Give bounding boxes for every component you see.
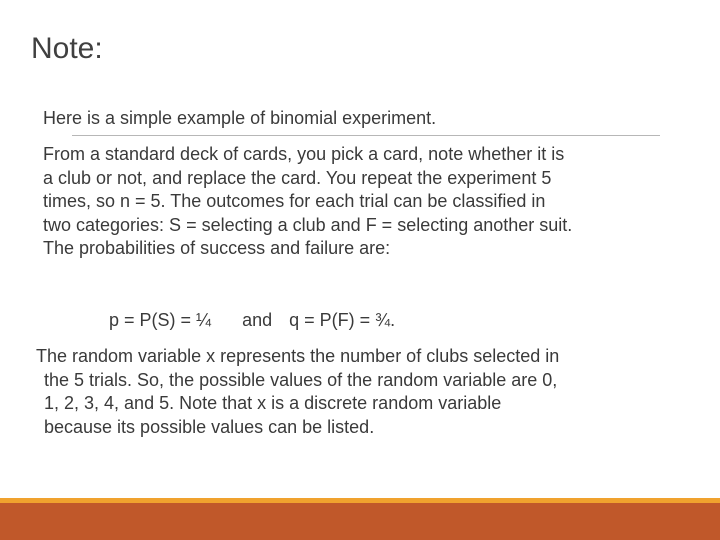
paragraph-random-variable [36, 345, 559, 439]
paragraph-line: the 5 trials. So, the possible values of the random variable are 0, [44, 369, 558, 390]
paragraph-line: times, so n = 5. The outcomes for each trial can be classified in [43, 191, 546, 211]
paragraph-line: 1, 2, 3, 4, and 5. Note that x is a discrete random variable [44, 393, 502, 413]
paragraph-binomial-example [43, 143, 572, 261]
paragraph-line: because its possible values can be listed. [44, 416, 375, 437]
divider-line [72, 135, 660, 136]
formula-conjunction: and [242, 310, 273, 330]
intro-text: Here is a simple example of binomial experiment. [43, 108, 437, 128]
paragraph-line: The probabilities of success and failure are: [43, 238, 391, 258]
paragraph-line: two categories: S = selecting a club and F = selecting another suit. [43, 214, 573, 235]
success-probability: p = P(S) = ¼ [109, 310, 212, 330]
paragraph-line: From a standard deck of cards, you pick a card, note whether it is [43, 144, 565, 164]
paragraph-line: a club or not, and replace the card. You repeat the experiment 5 [43, 167, 552, 188]
failure-probability: q = P(F) = ¾. [289, 310, 396, 330]
paragraph-line: The random variable x represents the number of clubs selected in [36, 346, 560, 366]
footer-bar [0, 503, 720, 540]
probability-formula [109, 308, 395, 332]
slide-title: Note: [31, 32, 103, 65]
